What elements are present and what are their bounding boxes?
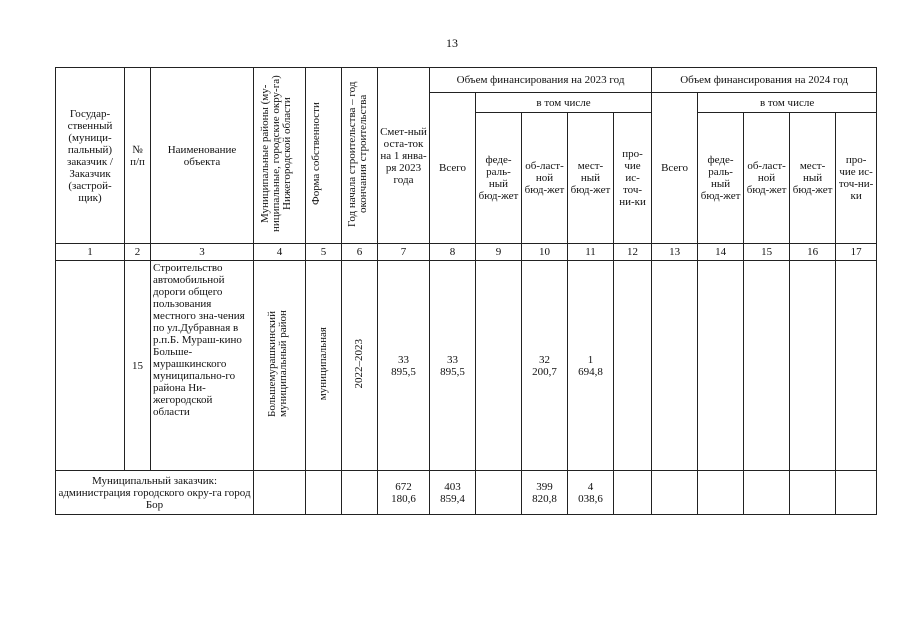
total-regional-2024 (744, 471, 790, 515)
total-form (306, 471, 342, 515)
column-number: 14 (698, 244, 744, 261)
column-number: 4 (254, 244, 306, 261)
column-number: 8 (430, 244, 476, 261)
header-total-2024: Всего (652, 93, 698, 244)
header-regional-2023: об-ласт-ной бюд-жет (522, 113, 568, 244)
cell-local-2024 (790, 261, 836, 471)
total-2024 (652, 471, 698, 515)
cell-form: муниципальная (306, 261, 342, 471)
header-regional-2024: об-ласт-ной бюд-жет (744, 113, 790, 244)
cell-local-2023: 1 694,8 (568, 261, 614, 471)
column-number: 5 (306, 244, 342, 261)
cell-total-2023: 33 895,5 (430, 261, 476, 471)
total-2023: 403 859,4 (430, 471, 476, 515)
total-regional-2023: 399 820,8 (522, 471, 568, 515)
header-including-2023: в том числе (476, 93, 652, 113)
page-number: 13 (446, 36, 458, 50)
cell-regional-2023: 32 200,7 (522, 261, 568, 471)
total-federal-2023 (476, 471, 522, 515)
table-row (56, 261, 877, 471)
financing-table (55, 67, 877, 515)
cell-customer (56, 261, 125, 471)
cell-other-2024 (836, 261, 877, 471)
cell-federal-2023 (476, 261, 522, 471)
column-number: 9 (476, 244, 522, 261)
column-number: 7 (378, 244, 430, 261)
cell-total-2024 (652, 261, 698, 471)
total-local-2024 (790, 471, 836, 515)
total-other-2023 (614, 471, 652, 515)
header-local-2024: мест-ный бюд-жет (790, 113, 836, 244)
header-federal-2023: феде-раль-ный бюд-жет (476, 113, 522, 244)
total-label: Муниципальный заказчик: администрация городского окру-га город Бор (56, 471, 254, 515)
column-number: 11 (568, 244, 614, 261)
cell-years: 2022–2023 (342, 261, 378, 471)
cell-regional-2024 (744, 261, 790, 471)
total-other-2024 (836, 471, 877, 515)
header-form: Форма собственности (306, 68, 342, 244)
cell-other-2023 (614, 261, 652, 471)
column-number: 1 (56, 244, 125, 261)
column-number: 12 (614, 244, 652, 261)
cell-district: Большемурашкинский муниципальный район (254, 261, 306, 471)
header-total-2023: Всего (430, 93, 476, 244)
header-other-2024: про-чие ис-точ-ни-ки (836, 113, 877, 244)
header-num: № п/п (125, 68, 151, 244)
column-number: 16 (790, 244, 836, 261)
cell-num: 15 (125, 261, 151, 471)
header-fin-2024: Объем финансирования на 2024 год (652, 68, 877, 93)
column-number: 6 (342, 244, 378, 261)
column-number: 3 (151, 244, 254, 261)
total-federal-2024 (698, 471, 744, 515)
header-remainder: Смет-ный оста-ток на 1 янва-ря 2023 года (378, 68, 430, 244)
header-years: Год начала строительства – год окончания строительства (342, 68, 378, 244)
column-number: 17 (836, 244, 877, 261)
total-remainder: 672 180,6 (378, 471, 430, 515)
header-other-2023: про-чие ис-точ-ни-ки (614, 113, 652, 244)
column-number: 15 (744, 244, 790, 261)
total-row (56, 471, 877, 515)
header-including-2024: в том числе (698, 93, 877, 113)
total-local-2023: 4 038,6 (568, 471, 614, 515)
column-number: 13 (652, 244, 698, 261)
column-number: 2 (125, 244, 151, 261)
total-district (254, 471, 306, 515)
header-federal-2024: феде-раль-ный бюд-жет (698, 113, 744, 244)
header-customer: Государ-ственный (муници-пальный) заказчик / Заказчик (застрой-щик) (56, 68, 125, 244)
cell-remainder: 33 895,5 (378, 261, 430, 471)
header-districts: Муниципальные районы (му-ниципальные, городские окру-га) Нижегородской области (254, 68, 306, 244)
header-local-2023: мест-ный бюд-жет (568, 113, 614, 244)
total-years (342, 471, 378, 515)
column-number: 10 (522, 244, 568, 261)
header-fin-2023: Объем финансирования на 2023 год (430, 68, 652, 93)
cell-object-name: Строительство автомобильной дороги общего пользования местного зна-чения по ул.Дубравная в р.п.Б. Мураш-кино Больше-мурашкинского муниципально-го района Ни-жегородской области (151, 261, 254, 471)
header-name: Наименование объекта (151, 68, 254, 244)
cell-federal-2024 (698, 261, 744, 471)
